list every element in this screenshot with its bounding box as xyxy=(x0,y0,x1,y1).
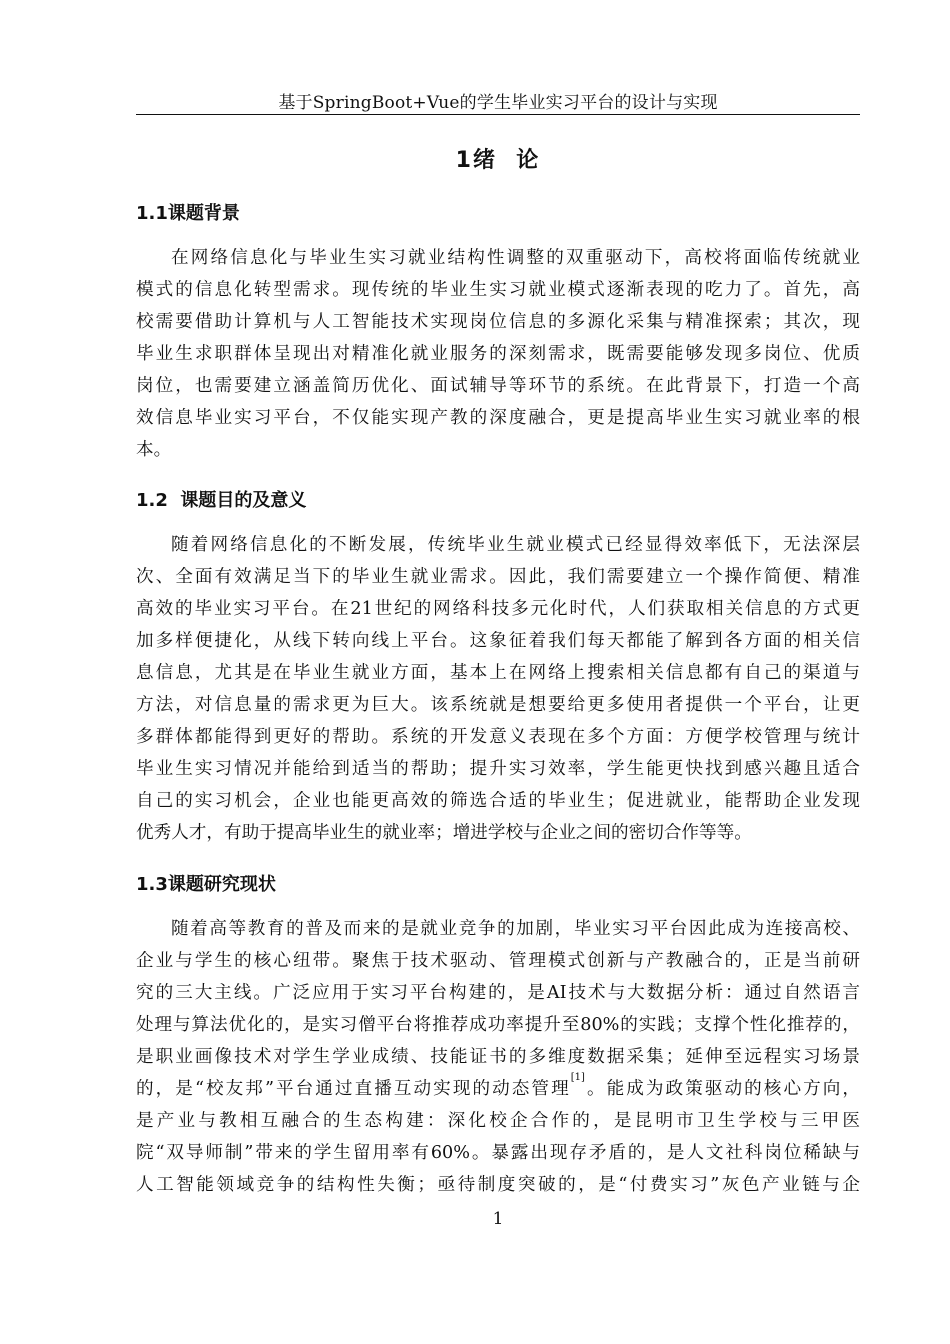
text-line: 模式的信息化转型需求。现传统的毕业生实习就业模式逐渐表现的吃力了。首先，高 xyxy=(136,280,860,300)
text-line: 是职业画像技术对学生学业成绩、技能证书的多维度数据采集；延伸至远程实习场景 xyxy=(136,1047,860,1067)
text-line: 人工智能领域竞争的结构性失衡；亟待制度突破的，是“付费实习”灰色产业链与企 xyxy=(136,1175,860,1195)
header-rule xyxy=(136,114,860,115)
text-line: 本。 xyxy=(136,440,172,460)
text-segment: 的，是“校友邦”平台通过直播互动实现的动态管理 xyxy=(136,1079,571,1099)
paragraph-status xyxy=(136,913,860,1201)
section-heading-1-3: 1.3课题研究现状 xyxy=(136,874,276,895)
text-line: 随着高等教育的普及而来的是就业竞争的加剧，毕业实习平台因此成为连接高校、 xyxy=(171,919,860,939)
text-line-with-citation xyxy=(136,1073,860,1105)
text-line: 校需要借助计算机与人工智能技术实现岗位信息的多源化采集与精准探索；其次，现 xyxy=(136,312,860,332)
text-line: 优秀人才，有助于提高毕业生的就业率；增进学校与企业之间的密切合作等等。 xyxy=(136,823,752,843)
text-line: 自己的实习机会，企业也能更高效的筛选合适的毕业生；促进就业，能帮助企业发现 xyxy=(136,791,860,811)
page-number: 1 xyxy=(492,1209,504,1229)
text-line: 随着网络信息化的不断发展，传统毕业生就业模式已经显得效率低下，无法深层 xyxy=(171,535,860,555)
text-line: 多群体都能得到更好的帮助。系统的开发意义表现在多个方面：方便学校管理与统计 xyxy=(136,727,860,747)
text-line: 毕业生实习情况并能给到适当的帮助；提升实习效率，学生能更快找到感兴趣且适合 xyxy=(136,759,860,779)
text-line: 处理与算法优化的，是实习僧平台将推荐成功率提升至80%的实践；支撑个性化推荐的， xyxy=(136,1015,860,1035)
text-line: 毕业生求职群体呈现出对精准化就业服务的深刻需求，既需要能够发现多岗位、优质 xyxy=(136,344,860,364)
text-line: 效信息毕业实习平台，不仅能实现产教的深度融合，更是提高毕业生实习就业率的根 xyxy=(136,408,860,428)
citation-ref: [1] xyxy=(570,1072,585,1083)
section-heading-1-2: 1.2 课题目的及意义 xyxy=(136,490,307,511)
text-segment: 。能成为政策驱动的核心方向， xyxy=(584,1079,860,1099)
paragraph-background xyxy=(136,242,860,466)
text-line: 是产业与教相互融合的生态构建：深化校企合作的，是昆明市卫生学校与三甲医 xyxy=(136,1111,860,1131)
text-line: 次、全面有效满足当下的毕业生就业需求。因此，我们需要建立一个操作简便、精准 xyxy=(136,567,860,587)
text-line: 高效的毕业实习平台。在21世纪的网络科技多元化时代，人们获取相关信息的方式更 xyxy=(136,599,860,619)
chapter-title: 1绪 论 xyxy=(455,148,541,173)
text-line: 究的三大主线。广泛应用于实习平台构建的，是AI技术与大数据分析：通过自然语言 xyxy=(136,983,860,1003)
text-line: 岗位，也需要建立涵盖简历优化、面试辅导等环节的系统。在此背景下，打造一个高 xyxy=(136,376,860,396)
text-line: 企业与学生的核心纽带。聚焦于技术驱动、管理模式创新与产教融合的，正是当前研 xyxy=(136,951,860,971)
text-line: 息信息，尤其是在毕业生就业方面，基本上在网络上搜索相关信息都有自己的渠道与 xyxy=(136,663,860,683)
text-line: 加多样便捷化，从线下转向线上平台。这象征着我们每天都能了解到各方面的相关信 xyxy=(136,631,860,651)
paragraph-purpose xyxy=(136,529,860,849)
text-line: 在网络信息化与毕业生实习就业结构性调整的双重驱动下，高校将面临传统就业 xyxy=(171,248,860,268)
text-line: 方法，对信息量的需求更为巨大。该系统就是想要给更多使用者提供一个平台，让更 xyxy=(136,695,860,715)
running-header: 基于SpringBoot+Vue的学生毕业实习平台的设计与实现 xyxy=(278,93,718,113)
section-heading-1-1: 1.1课题背景 xyxy=(136,203,240,224)
text-line: 院“双导师制”带来的学生留用率有60%。暴露出现存矛盾的，是人文社科岗位稀缺与 xyxy=(136,1143,860,1163)
